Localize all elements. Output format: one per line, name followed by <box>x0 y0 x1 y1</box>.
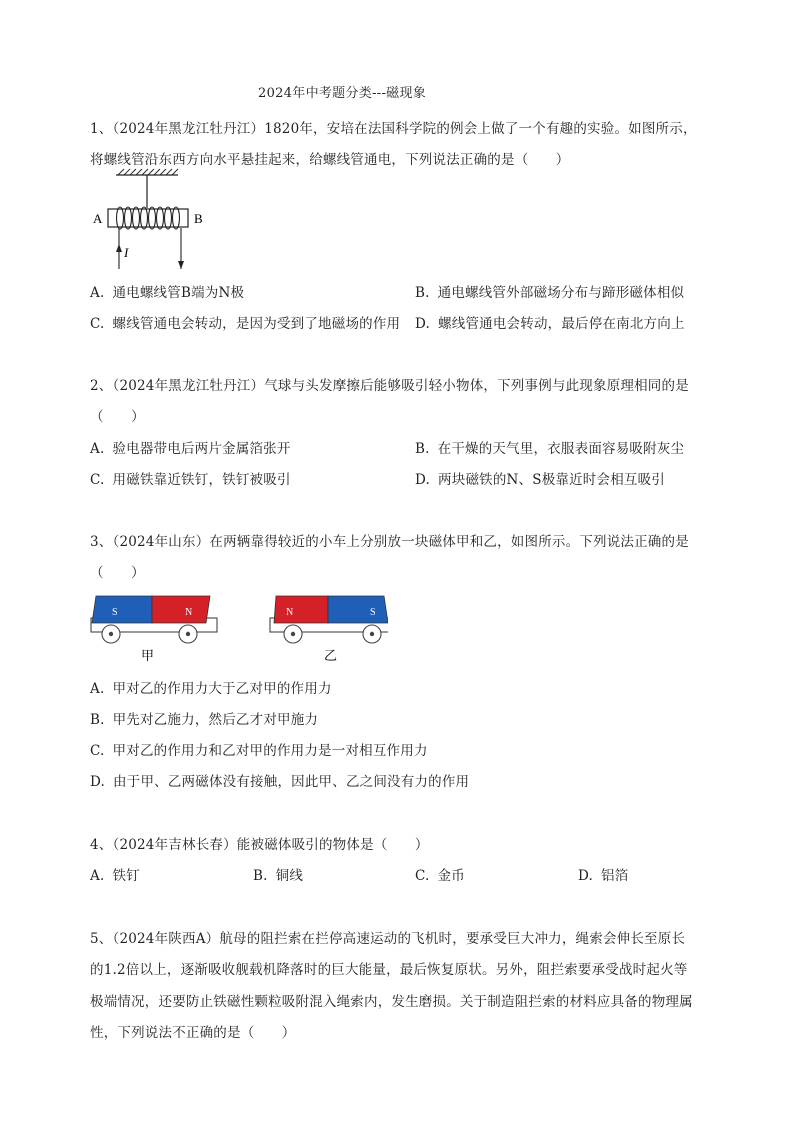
q1-option-d[interactable]: D. 螺线管通电会转动，最后停在南北方向上 <box>415 316 685 332</box>
q1-solenoid-figure <box>88 168 218 276</box>
q1-option-c[interactable]: C. 螺线管通电会转动，是因为受到了地磁场的作用 <box>90 316 401 332</box>
q1-label-b: B <box>194 211 203 226</box>
car-yi <box>270 596 388 663</box>
q2-option-c[interactable]: C. 用磁铁靠近铁钉，铁钉被吸引 <box>90 472 291 488</box>
car-yi-label: 乙 <box>324 648 338 663</box>
q3-stem-line1: 3、（2024年山东）在两辆靠得较近的小车上分别放一块磁体甲和乙，如图所示。下列说法正确的是 <box>90 534 689 550</box>
car-jia <box>91 596 217 663</box>
q5-stem-line3: 极端情况，还要防止铁磁性颗粒吸附混入绳索内，发生磨损。关于制造阻拦索的材料应具备的物理属 <box>90 994 693 1010</box>
car-jia-north-pole <box>152 596 210 623</box>
q2-stem-line1: 2、（2024年黑龙江牡丹江）气球与头发摩擦后能够吸引轻小物体，下列事例与此现象原理相同的是 <box>90 378 689 394</box>
q1-stem-line2: 将螺线管沿东西方向水平悬挂起来，给螺线管通电，下列说法正确的是（ ） <box>90 152 570 168</box>
svg-text:S: S <box>370 607 376 618</box>
car-yi-north-pole <box>274 596 328 623</box>
car-yi-south-pole <box>328 596 388 623</box>
svg-text:S: S <box>112 607 118 618</box>
q5-stem-line1: 5、（2024年陕西A）航母的阻拦索在拦停高速运动的飞机时，要承受巨大冲力，绳索会伸长至原长 <box>90 931 686 947</box>
svg-text:N: N <box>286 607 294 618</box>
q1-option-a[interactable]: A. 通电螺线管B端为N极 <box>90 285 245 301</box>
q1-label-current: I <box>124 245 129 260</box>
page-title: 2024年中考题分类---磁现象 <box>258 86 427 101</box>
q4-option-a[interactable]: A. 铁钉 <box>90 868 140 884</box>
q1-stem-line1: 1、（2024年黑龙江牡丹江）1820年，安培在法国科学院的例会上做了一个有趣的实验。如图所示， <box>90 121 697 137</box>
car-jia-label: 甲 <box>141 648 155 663</box>
q2-stem-line2: （ ） <box>90 409 145 425</box>
q2-option-d[interactable]: D. 两块磁铁的N、S极靠近时会相互吸引 <box>415 472 666 488</box>
q1-label-a: A <box>93 211 103 226</box>
q2-option-b[interactable]: B. 在干燥的天气里，衣服表面容易吸附灰尘 <box>415 441 685 457</box>
q4-stem-line1: 4、（2024年吉林长春）能被磁体吸引的物体是（ ） <box>90 837 429 853</box>
car-jia-south-pole <box>92 596 152 623</box>
q2-option-a[interactable]: A. 验电器带电后两片金属箔张开 <box>90 441 291 457</box>
q1-option-b[interactable]: B. 通电螺线管外部磁场分布与蹄形磁体相似 <box>415 285 685 301</box>
q5-stem-line4: 性，下列说法不正确的是（ ） <box>90 1025 296 1041</box>
q4-option-b[interactable]: B. 铜线 <box>253 868 304 884</box>
q3-option-d[interactable]: D. 由于甲、乙两磁体没有接触，因此甲、乙之间没有力的作用 <box>90 774 470 790</box>
q4-option-c[interactable]: C. 金币 <box>415 868 465 884</box>
q3-option-a[interactable]: A. 甲对乙的作用力大于乙对甲的作用力 <box>90 681 332 697</box>
svg-text:N: N <box>185 607 193 618</box>
q3-magnet-carts-figure <box>88 592 388 667</box>
q3-option-c[interactable]: C. 甲对乙的作用力和乙对甲的作用力是一对相互作用力 <box>90 743 428 759</box>
q5-stem-line2: 的1.2倍以上，逐渐吸收舰载机降落时的巨大能量，最后恢复原状。另外，阻拦索要承受战时起火等 <box>90 962 688 978</box>
q3-option-b[interactable]: B. 甲先对乙施力，然后乙才对甲施力 <box>90 712 319 728</box>
q4-option-d[interactable]: D. 铝箔 <box>578 868 629 884</box>
q3-stem-line2: （ ） <box>90 565 145 581</box>
